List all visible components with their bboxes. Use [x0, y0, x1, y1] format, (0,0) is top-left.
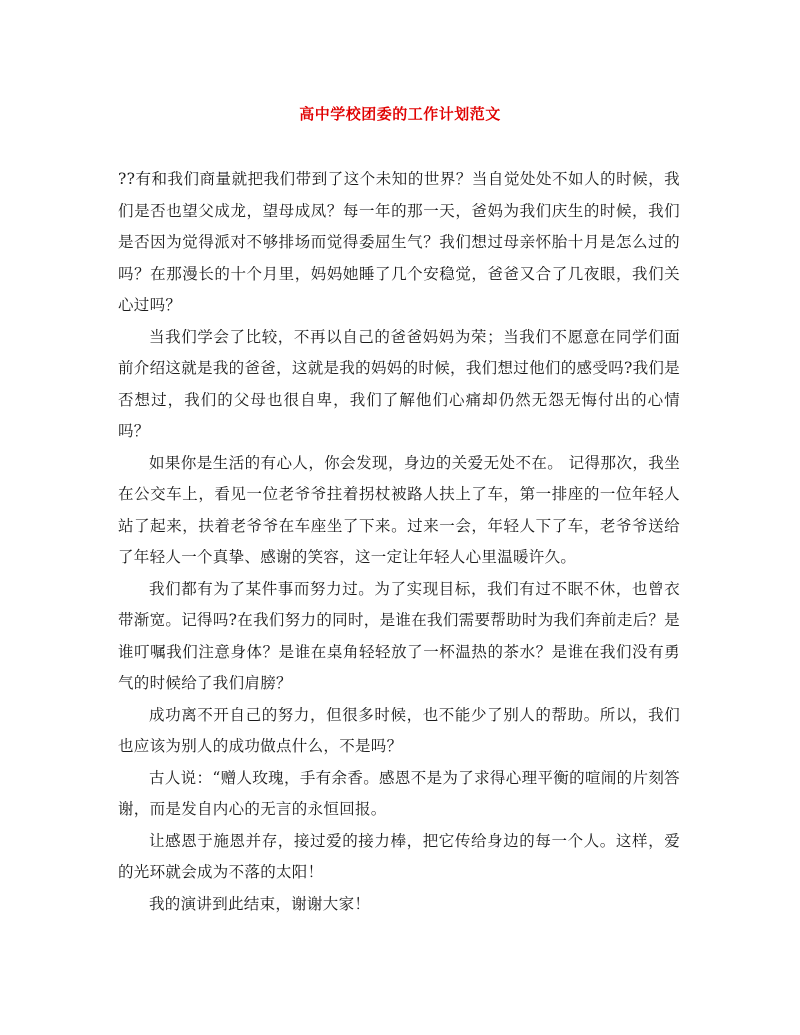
paragraph-8: 我的演讲到此结束，谢谢大家！ — [149, 894, 371, 913]
paragraph-6: 古人说：“赠人玫瑰，手有余香。感恩不是为了求得心理平衡的喧闹的片刻答谢，而是发自内心的无言的永恒回报。 — [118, 768, 680, 818]
paragraph-1: ??有和我们商量就把我们带到了这个未知的世界？当自觉处处不如人的时候，我们是否也望父成龙，望母成凤？每一年的那一天，爸妈为我们庆生的时候，我们是否因为觉得派对不够排场而觉得委屈生气？我们想过母亲怀胎十月是怎么过的吗？在那漫长的十个月里，妈妈她睡了几个安稳觉，爸爸又合了几夜眼，我们关心过吗？ — [118, 170, 680, 314]
document-title: 高中学校团委的工作计划范文 — [299, 105, 501, 123]
paragraph-4: 我们都有为了某件事而努力过。为了实现目标，我们有过不眠不休，也曾衣带渐宽。记得吗?在我们努力的同时，是谁在我们需要帮助时为我们奔前走后？是谁叮嘱我们注意身体？是谁在桌角轻轻放了一杯温热的茶水？是谁在我们没有勇气的时候给了我们肩膀？ — [118, 579, 680, 692]
paragraph-3: 如果你是生活的有心人，你会发现，身边的关爱无处不在。 记得那次，我坐在公交车上，看见一位老爷爷拄着拐杖被路人扶上了车，第一排座的一位年轻人站了起来，扶着老爷爷在车座坐了下来。过来一会，年轻人下了车，老爷爷送给了年轻人一个真挚、感谢的笑容，这一定让年轻人心里温暖许久。 — [118, 453, 680, 566]
paragraph-5: 成功离不开自己的努力，但很多时候，也不能少了别人的帮助。所以，我们也应该为别人的成功做点什么，不是吗？ — [118, 705, 680, 755]
document-body — [118, 164, 680, 920]
paragraph-2: 当我们学会了比较，不再以自己的爸爸妈妈为荣；当我们不愿意在同学们面前介绍这就是我的爸爸，这就是我的妈妈的时候，我们想过他们的感受吗?我们是否想过，我们的父母也很自卑，我们了解他们心痛却仍然无怨无悔付出的心情吗？ — [118, 327, 680, 440]
paragraph-7: 让感恩于施恩并存，接过爱的接力棒，把它传给身边的每一个人。这样，爱的光环就会成为不落的太阳！ — [118, 831, 680, 881]
